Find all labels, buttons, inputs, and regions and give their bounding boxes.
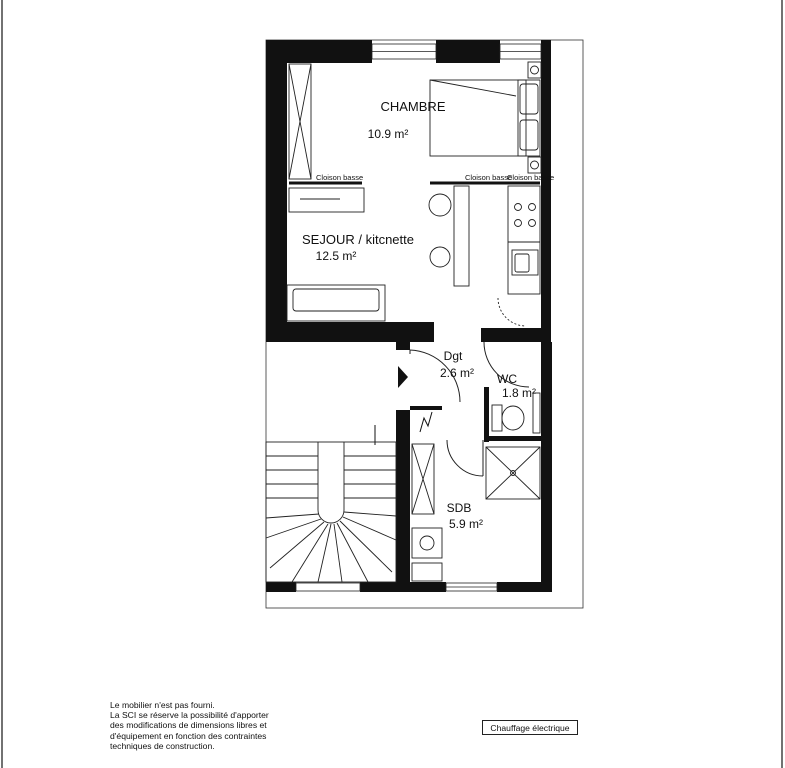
heating-label: Chauffage électrique bbox=[482, 720, 578, 735]
chambre-name: CHAMBRE bbox=[380, 99, 446, 114]
chambre-area: 10.9 m² bbox=[367, 127, 409, 141]
sdb-area: 5.9 m² bbox=[448, 517, 484, 531]
sejour-name: SEJOUR / kitcnette bbox=[302, 232, 414, 247]
note-line-1: Le mobilier n'est pas fourni. bbox=[110, 700, 215, 710]
entry-arrow-icon bbox=[398, 366, 408, 388]
sdb-fixtures bbox=[412, 444, 540, 581]
chambre-furniture bbox=[289, 62, 541, 179]
partition-label-right: Cloison basse bbox=[507, 173, 555, 182]
walls bbox=[266, 40, 555, 592]
partition-label-middle: Cloison basse bbox=[465, 173, 513, 182]
note-line-2: La SCI se réserve la possibilité d'apporter bbox=[110, 710, 269, 721]
sdb-name: SDB bbox=[446, 501, 472, 515]
windows bbox=[296, 44, 541, 591]
partition-label-left: Cloison basse bbox=[316, 173, 364, 182]
note-line-4: d'équipement en fonction des contraintes bbox=[110, 730, 267, 741]
dgt-name: Dgt bbox=[443, 349, 463, 363]
dgt-area: 2.6 m² bbox=[439, 366, 475, 380]
disclaimer-note bbox=[110, 700, 340, 751]
note-line-5: techniques de construction. bbox=[110, 740, 215, 751]
sejour-area: 12.5 m² bbox=[315, 249, 357, 263]
wc-name: WC bbox=[497, 372, 517, 386]
wc-area: 1.8 m² bbox=[501, 386, 537, 400]
staircase bbox=[266, 442, 396, 582]
note-line-3: des modifications de dimensions libres et bbox=[110, 720, 267, 731]
